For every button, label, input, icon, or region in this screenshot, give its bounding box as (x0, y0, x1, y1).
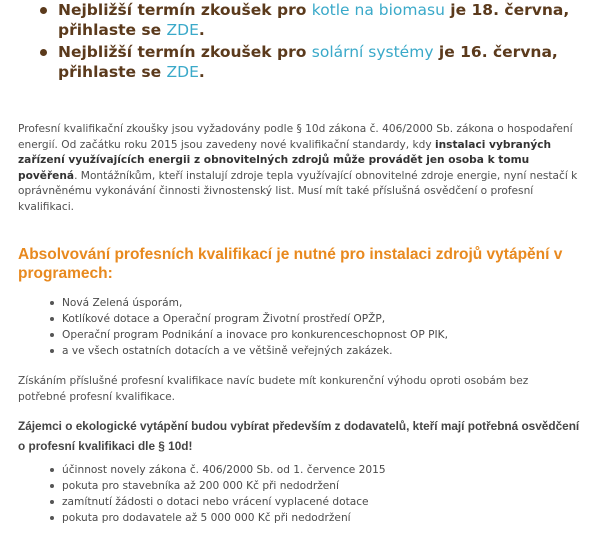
list-item (48, 295, 588, 311)
list-item-text: Operační program Podnikání a inovace pro konkurenceschopnost OP PIK, (62, 329, 448, 341)
announcement-biomass (40, 0, 600, 40)
solar-systems-link[interactable]: solární systémy (311, 43, 434, 61)
list-item-text: pokuta pro dodavatele až 5 000 000 Kč při nedodržení (62, 512, 351, 524)
programs-list (48, 295, 588, 359)
intro-bold-text: instalaci vybraných zařízení využívajících energii z obnovitelných zdrojů může provádět jen osoba k tomu pověřená (18, 138, 552, 182)
advantage-paragraph: Získáním příslušné profesní kvalifikace navíc budete mít konkurenční výhodu oproti osobám bez potřebné profesní kvalifikace. (18, 375, 529, 403)
announcement-date: je 18. června, (444, 1, 570, 19)
biomass-boilers-link[interactable]: kotle na biomasu (311, 1, 445, 19)
bullet-icon (50, 317, 54, 321)
bullet-icon (50, 500, 54, 504)
bullet-icon (40, 7, 47, 14)
intro-paragraph (18, 122, 584, 215)
intro-text-2: . Montážníkům, kteří instalují zdroje tepla využívající obnovitelné zdroje energie, nyní nestačí k oprávněnému vykonávání činnosti živnostenský list. Musí mít také příslušná osvědčení o profesní kvalifikaci. (18, 169, 578, 213)
list-item-text: pokuta pro stavebníka až 200 000 Kč při nedodržení (62, 480, 339, 492)
programs-heading: Absolvování profesních kvalifikací je nutné pro instalaci zdrojů vytápění v programech: (18, 246, 563, 282)
list-item-text: účinnost novely zákona č. 406/2000 Sb. od 1. července 2015 (62, 464, 386, 476)
list-item (48, 462, 588, 478)
announcement-text: Nejbližší termín zkoušek pro (58, 43, 312, 61)
list-item (48, 311, 588, 327)
list-item-text: Nová Zelená úsporám, (62, 297, 183, 309)
announcement-list (40, 0, 600, 82)
announcement-signup-text: přihlaste se (58, 21, 167, 39)
list-item (48, 327, 588, 343)
bullet-icon (50, 468, 54, 472)
list-item (48, 510, 588, 526)
list-item (48, 478, 588, 494)
bullet-icon (50, 516, 54, 520)
list-item (48, 343, 588, 359)
bullet-icon (50, 333, 54, 337)
announcement-signup-text: přihlaste se (58, 63, 167, 81)
list-item-text: Kotlíkové dotace a Operační program Životní prostředí OPŽP, (62, 313, 386, 325)
consequences-list (48, 462, 588, 526)
suppliers-paragraph: Zájemci o ekologické vytápění budou vybírat především z dodavatelů, kteří mají potřebná osvědčení o profesní kvalifikaci dle § 10d! (18, 419, 580, 453)
list-item-text: zamítnutí žádosti o dotaci nebo vrácení vyplacené dotace (62, 496, 369, 508)
announcement-solar (40, 42, 600, 82)
list-item-text: a ve všech ostatních dotacích a ve většině veřejných zakázek. (62, 345, 393, 357)
intro-text-1: Profesní kvalifikační zkoušky jsou vyžadovány podle § 10d zákona č. 406/2000 Sb. zákona o hospodaření energií. Od začátku roku 2015 jsou zavedeny nové kvalifikační standardy, kdy (18, 123, 573, 151)
biomass-signup-link[interactable]: ZDE (166, 21, 199, 39)
solar-signup-link[interactable]: ZDE (166, 63, 199, 81)
list-item (48, 494, 588, 510)
announcement-text: Nejbližší termín zkoušek pro (58, 1, 312, 19)
bullet-icon (40, 49, 47, 56)
bullet-icon (50, 349, 54, 353)
announcement-date: je 16. června, (433, 43, 558, 61)
bullet-icon (50, 484, 54, 488)
bullet-icon (50, 301, 54, 305)
announcement-end: . (198, 63, 205, 81)
announcement-end: . (198, 21, 205, 39)
